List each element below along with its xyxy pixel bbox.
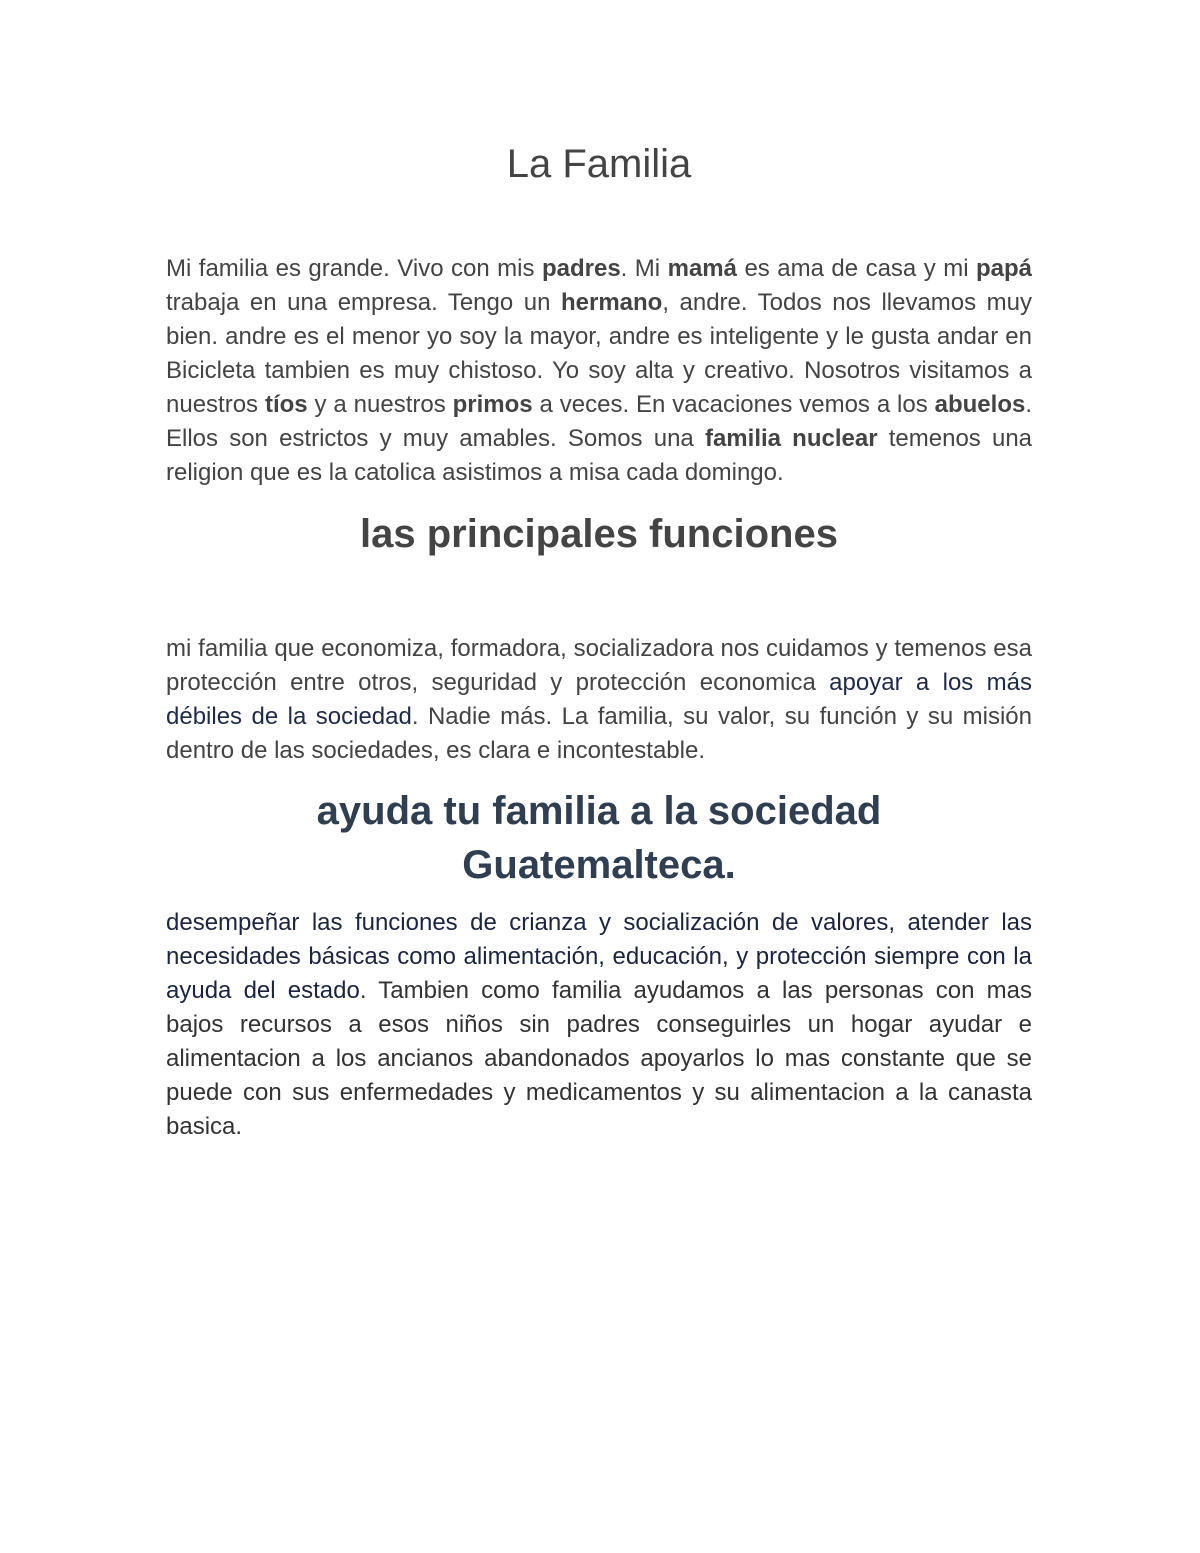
text-run: temenos una religion que es la catolica asistimos a misa cada domingo. bbox=[166, 425, 1033, 486]
text-run: a veces. En vacaciones vemos a los bbox=[532, 391, 935, 418]
text-run: y a nuestros bbox=[307, 391, 453, 418]
heading-principales-funciones: las principales funciones bbox=[360, 512, 838, 556]
heading-ayuda-sociedad bbox=[166, 784, 1032, 892]
heading-ayuda-line1: ayuda tu familia a la sociedad bbox=[316, 789, 882, 833]
text-run: . Mi bbox=[620, 255, 668, 282]
text-run: . Ellos son estrictos y muy amables. Somos una bbox=[166, 391, 1033, 452]
keyword-bold: hermano bbox=[560, 289, 663, 316]
keyword-bold: primos bbox=[452, 391, 533, 418]
funciones-text-a: mi familia que economiza, formadora, socializadora nos cuidamos y temenos esa protección entre otros, seguridad y protección economica bbox=[166, 635, 1032, 696]
keyword-bold: papá bbox=[976, 255, 1033, 282]
paragraph-funciones bbox=[166, 632, 1032, 768]
ayuda-text-b: . Tambien como familia ayudamos a las personas con mas bajos recursos a esos niños sin padres conseguirles un hogar ayudar e alimentacion a los ancianos abandonados apoyarlos lo mas constante que se puede con sus enfermedades y medicamentos y su alimentacion a la canasta basica. bbox=[166, 977, 1032, 1140]
funciones-highlight: apoyar a los más débiles de la sociedad bbox=[166, 669, 1032, 730]
keyword-bold: mamá bbox=[667, 255, 737, 282]
heading-ayuda-line2: Guatemalteca. bbox=[462, 843, 736, 887]
document-page bbox=[166, 138, 1032, 1144]
keyword-bold: familia nuclear bbox=[704, 425, 878, 452]
text-run: trabaja en una empresa. Tengo un bbox=[166, 289, 561, 316]
paragraph-ayuda bbox=[166, 906, 1032, 1144]
funciones-text-b: . Nadie más. La familia, su valor, su función y su misión dentro de las sociedades, es clara e incontestable. bbox=[166, 703, 1032, 764]
text-run: Mi familia es grande. Vivo con mis bbox=[166, 255, 542, 282]
paragraph-family-description bbox=[166, 252, 1032, 490]
keyword-bold: abuelos bbox=[934, 391, 1026, 418]
text-run: es ama de casa y mi bbox=[736, 255, 976, 282]
keyword-bold: tíos bbox=[264, 391, 308, 418]
ayuda-text-a: desempeñar las funciones de crianza y socialización de valores, atender las necesidades básicas como alimentación, educación, y protección siempre con la ayuda del estado bbox=[166, 909, 1032, 1004]
document-title: La Familia bbox=[506, 142, 692, 186]
keyword-bold: padres bbox=[541, 255, 621, 282]
text-run: , andre. Todos nos llevamos muy bien. andre es el menor yo soy la mayor, andre es inteligente y le gusta andar en Bicicleta tambien es muy chistoso. Yo soy alta y creativo. Nosotros visitamos a nuestros bbox=[166, 289, 1033, 418]
